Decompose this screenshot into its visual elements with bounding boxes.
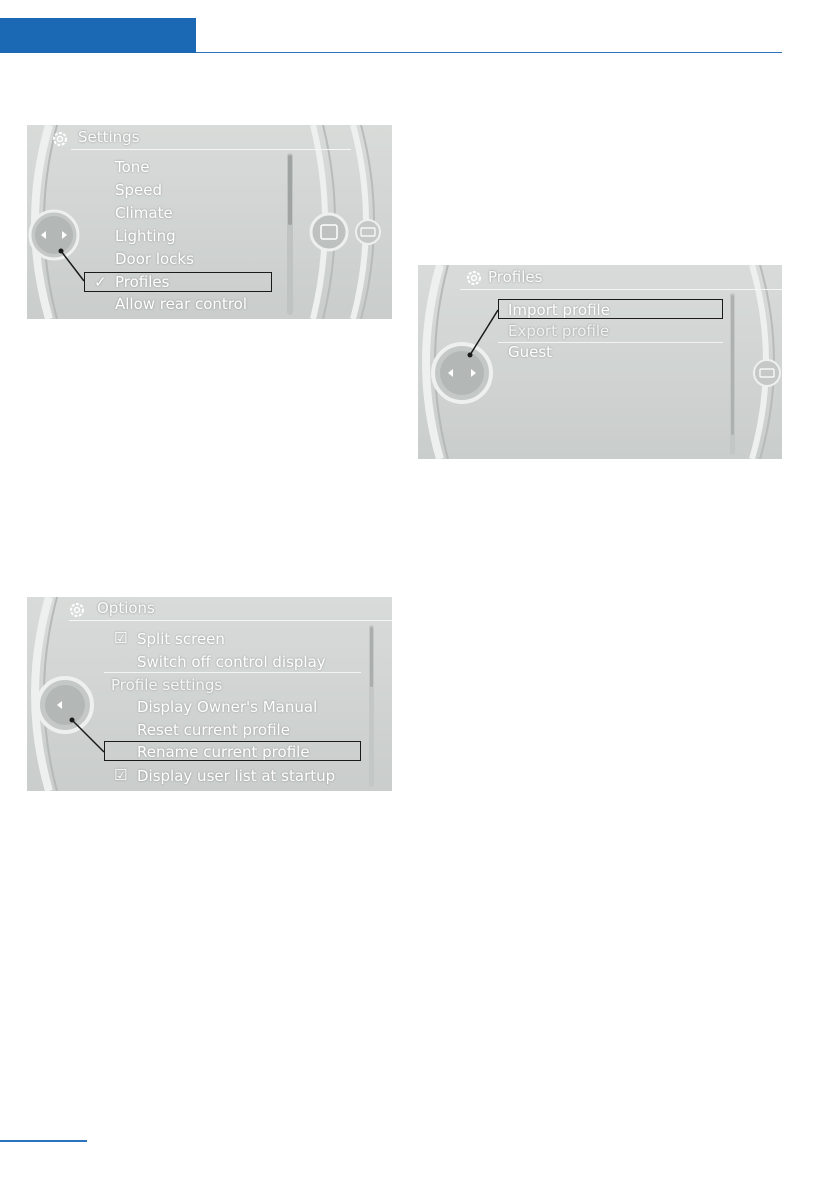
menu-item-speed[interactable]: Speed	[115, 181, 163, 199]
menu-item-rename-current-profile[interactable]: Rename current profile	[137, 743, 310, 761]
separator	[104, 672, 361, 673]
menu-item-door-locks[interactable]: Door locks	[115, 250, 194, 268]
gear-icon	[50, 129, 70, 149]
menu-item-switch-off-control-display[interactable]: Switch off control display	[137, 653, 326, 671]
checkbox-icon[interactable]: ☑	[114, 629, 128, 647]
gear-icon	[464, 268, 484, 288]
menu-item-profiles[interactable]: Profiles	[115, 273, 170, 291]
menu-item-export-profile[interactable]: Export profile	[508, 322, 610, 340]
menu-item-reset-current-profile[interactable]: Reset current profile	[137, 721, 290, 739]
menu-item-guest[interactable]: Guest	[508, 343, 553, 361]
screen-decoration	[418, 265, 782, 459]
title-rule	[69, 620, 392, 621]
selection-frame	[498, 299, 723, 319]
header-rule	[196, 52, 782, 53]
menu-item-display-user-list-at-startup[interactable]: Display user list at startup	[137, 767, 336, 785]
footer-rule	[0, 1140, 87, 1142]
screen-title: Options	[97, 599, 155, 617]
options-screen	[27, 597, 392, 791]
screen-decoration	[27, 597, 392, 791]
screen-title: Settings	[78, 128, 140, 146]
screen-title: Profiles	[488, 268, 543, 286]
menu-item-lighting[interactable]: Lighting	[115, 227, 176, 245]
check-icon: ✓	[94, 273, 107, 291]
selection-frame	[104, 741, 361, 761]
checkbox-icon[interactable]: ☑	[114, 766, 128, 784]
settings-screen	[27, 125, 392, 319]
profiles-screen	[418, 265, 782, 459]
menu-item-import-profile[interactable]: Import profile	[508, 301, 610, 319]
group-header-profile-settings: Profile settings	[111, 676, 223, 694]
chapter-tab	[0, 18, 196, 53]
menu-item-allow-rear-control[interactable]: Allow rear control	[115, 295, 247, 313]
gear-icon	[67, 600, 87, 620]
menu-item-split-screen[interactable]: Split screen	[137, 630, 225, 648]
menu-item-display-owners-manual[interactable]: Display Owner's Manual	[137, 698, 318, 716]
menu-item-tone[interactable]: Tone	[115, 158, 150, 176]
title-rule	[460, 289, 782, 290]
title-rule	[71, 149, 351, 150]
selection-frame	[84, 272, 272, 292]
menu-item-climate[interactable]: Climate	[115, 204, 173, 222]
